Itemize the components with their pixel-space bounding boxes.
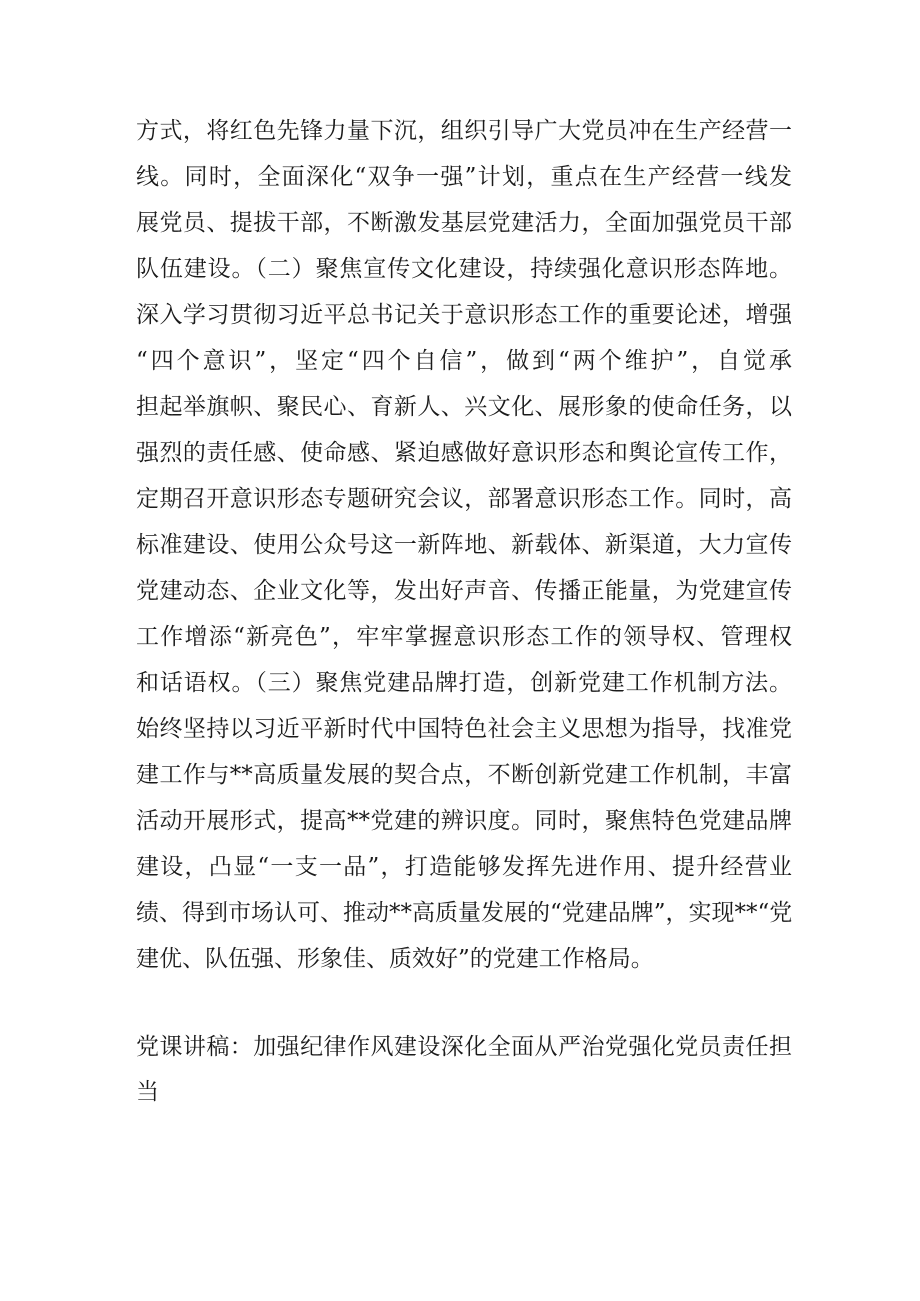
body-line-13: 和话语权。（三）聚焦党建品牌打造，创新党建工作机制方法。 <box>136 670 792 696</box>
body-line-2: 线。同时，全面深化“双争一强”计划，重点在生产经营一线发 <box>136 164 792 190</box>
body-line-9: 定期召开意识形态专题研究会议，部署意识形态工作。同时，高 <box>136 486 792 512</box>
heading-line-1: 党课讲稿：加强纪律作风建设深化全面从严治党强化党员责任担 <box>136 1034 792 1060</box>
body-line-1: 方式，将红色先锋力量下沉，组织引导广大党员冲在生产经营一 <box>136 118 792 144</box>
body-line-18: 绩、得到市场认可、推动**高质量发展的“党建品牌”，实现**“党 <box>136 900 793 926</box>
body-line-10: 标准建设、使用公众号这一新阵地、新载体、新渠道，大力宣传 <box>136 532 792 558</box>
body-line-8: 强烈的责任感、使命感、紧迫感做好意识形态和舆论宣传工作， <box>136 440 792 466</box>
body-line-19: 建优、队伍强、形象佳、质效好”的党建工作格局。 <box>136 946 654 972</box>
body-line-16: 活动开展形式，提高**党建的辨识度。同时，聚焦特色党建品牌 <box>136 808 792 834</box>
body-line-17: 建设，凸显“一支一品”，打造能够发挥先进作用、提升经营业 <box>136 854 792 880</box>
body-line-14: 始终坚持以习近平新时代中国特色社会主义思想为指导，找准党 <box>136 716 792 742</box>
heading-line-2: 当 <box>136 1079 159 1105</box>
body-line-11: 党建动态、企业文化等，发出好声音、传播正能量，为党建宣传 <box>136 578 792 604</box>
body-line-4: 队伍建设。（二）聚焦宣传文化建设，持续强化意识形态阵地。 <box>136 256 792 282</box>
body-line-5: 深入学习贯彻习近平总书记关于意识形态工作的重要论述，增强 <box>136 302 792 328</box>
body-line-3: 展党员、提拔干部，不断激发基层党建活力，全面加强党员干部 <box>136 210 792 236</box>
body-line-12: 工作增添“新亮色”，牢牢掌握意识形态工作的领导权、管理权 <box>136 624 792 650</box>
body-line-7: 担起举旗帜、聚民心、育新人、兴文化、展形象的使命任务，以 <box>136 394 792 420</box>
body-line-15: 建工作与**高质量发展的契合点，不断创新党建工作机制，丰富 <box>136 762 792 788</box>
body-line-6: “四个意识”，坚定“四个自信”，做到“两个维护”，自觉承 <box>136 348 792 374</box>
